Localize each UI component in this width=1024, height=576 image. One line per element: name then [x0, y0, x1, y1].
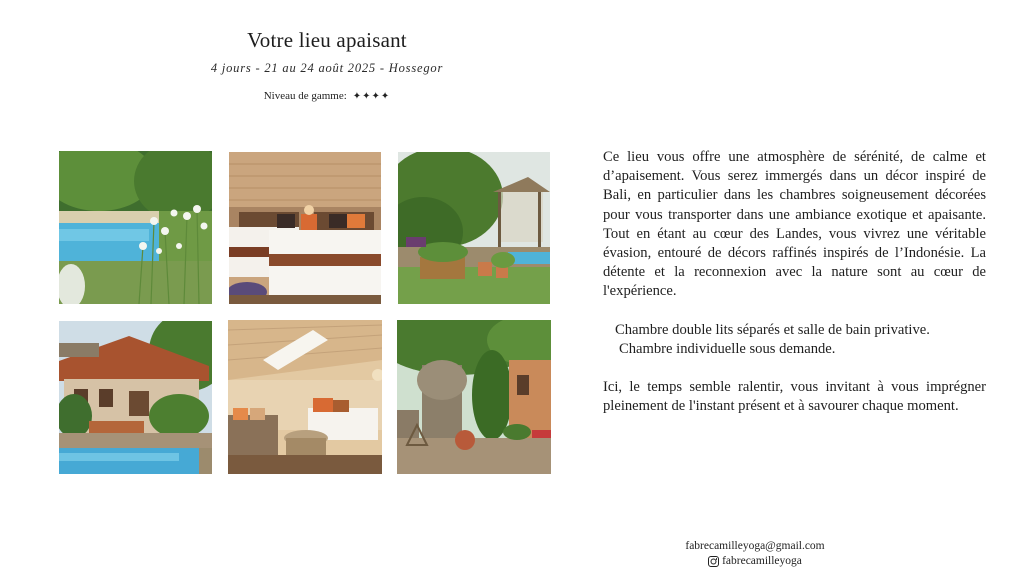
gamme-label: Niveau de gamme:	[263, 90, 347, 102]
gamme-stars: ✦✦✦✦	[352, 91, 391, 102]
description-block	[603, 148, 986, 416]
photo-pool-flowers	[59, 151, 212, 304]
attic-lounge-photo	[228, 320, 382, 474]
instagram-icon	[708, 556, 719, 567]
instagram-handle: fabrecamilleyoga	[722, 555, 802, 567]
gamme-line	[240, 90, 414, 102]
garden-gazebo-photo	[398, 152, 550, 304]
photo-twin-bedroom	[229, 152, 381, 304]
closing-paragraph: Ici, le temps semble ralentir, vous invitant à vous imprégner pleinement de l'instant présent et à savourer chaque moment.	[603, 379, 986, 415]
room-double-text: Chambre double lits séparés et salle de bain privative.	[615, 321, 930, 338]
garden-tree-photo	[397, 320, 551, 474]
photo-garden-gazebo	[398, 152, 550, 304]
instagram-row[interactable]	[708, 554, 802, 569]
photo-attic-lounge	[228, 320, 382, 474]
page-title: Votre lieu apaisant	[247, 28, 407, 52]
intro-paragraph: Ce lieu vous offre une atmosphère de sérénité, de calme et d’apaisement. Vous serez immergés dans un décor inspiré de Bali, en particulier dans les chambres soigneusement décorées pour vous transporter dans une ambiance exotique et apaisante. Tout en étant au cœur des Landes, vous vivrez une véritable évasion, entouré de décors raffinés inspirés de l’Indonésie. La détente et la reconnexion avec la nature sont au cœur de l'expérience.	[603, 149, 986, 300]
room-single-text: Chambre individuelle sous demande.	[619, 340, 836, 357]
contact-footer	[640, 539, 870, 572]
photo-garden-tree	[397, 320, 551, 474]
pool-with-white-flowers-photo	[59, 151, 212, 304]
page-subtitle: 4 jours - 21 au 24 août 2025 - Hossegor	[210, 61, 444, 75]
house-and-pool-photo	[59, 321, 212, 474]
twin-bedroom-photo	[229, 152, 381, 304]
photo-house-pool	[59, 321, 212, 474]
email-text[interactable]: fabrecamilleyoga@gmail.com	[685, 540, 825, 552]
